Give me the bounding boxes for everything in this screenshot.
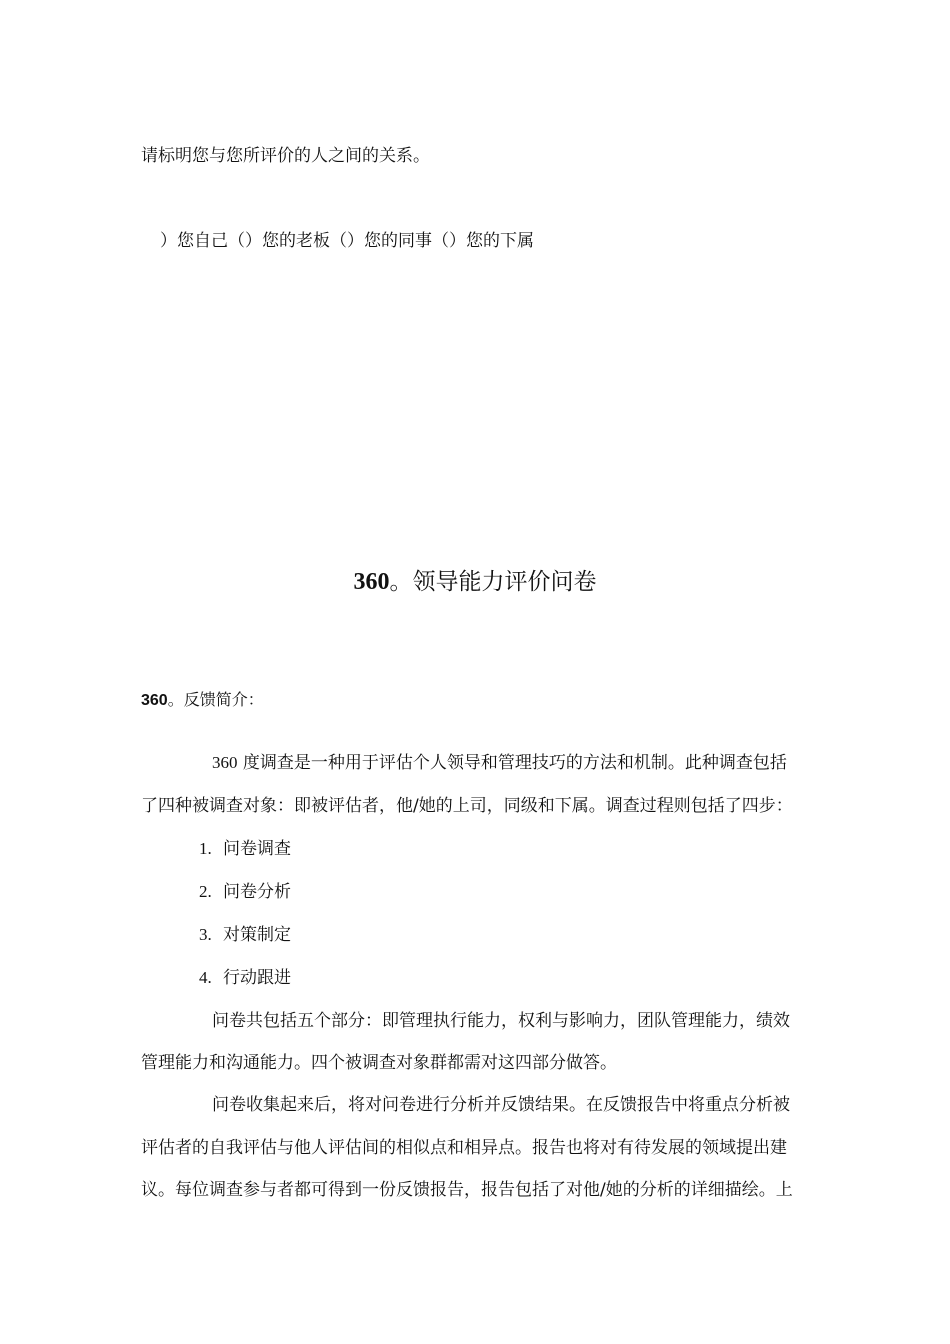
list-item-number: 4. <box>199 968 212 987</box>
paragraph-text: 度调查是一种用于评估个人领导和管理技巧的方法和机制。此种调查包括 <box>237 753 787 773</box>
section-heading-number: 360 <box>141 692 168 709</box>
paragraph-line: 管理能力和沟通能力。四个被调查对象群都需对这四部分做答。 <box>141 1053 617 1073</box>
list-item-number: 3. <box>199 925 212 944</box>
list-item <box>199 838 291 860</box>
section-heading-text: 。反馈简介： <box>167 690 264 709</box>
list-item-number: 2. <box>199 882 212 901</box>
paragraph-number: 360 <box>212 753 238 772</box>
page-title <box>0 567 950 597</box>
list-item-number: 1. <box>199 839 212 858</box>
list-item <box>199 881 291 903</box>
paragraph-line: 了四种被调查对象：即被评估者，他/她的上司，同级和下属。调查过程则包括了四步： <box>141 796 793 816</box>
paragraph-line: 问卷收集起来后，将对问卷进行分析并反馈结果。在反馈报告中将重点分析被 <box>212 1095 790 1115</box>
page-title-number: 360 <box>353 569 390 595</box>
relationship-question-text: 请标明您与您所评价的人之间的关系。 <box>141 146 430 166</box>
paragraph-line <box>212 752 787 774</box>
relationship-options <box>160 230 534 252</box>
list-item <box>199 967 291 989</box>
list-item-label: 对策制定 <box>223 925 291 945</box>
list-item-label: 行动跟进 <box>223 968 291 988</box>
relationship-question <box>141 145 430 167</box>
paragraph-line: 问卷共包括五个部分：即管理执行能力，权利与影响力，团队管理能力，绩效 <box>212 1011 790 1031</box>
page-title-text: 。领导能力评价问卷 <box>389 569 597 595</box>
paragraph-line: 议。每位调查参与者都可得到一份反馈报告，报告包括了对他/她的分析的详细描绘。上 <box>141 1180 793 1200</box>
section-heading <box>141 689 264 712</box>
list-item <box>199 924 291 946</box>
paragraph-line: 评估者的自我评估与他人评估间的相似点和相异点。报告也将对有待发展的领域提出建 <box>141 1138 787 1158</box>
list-item-label: 问卷分析 <box>223 882 291 902</box>
list-item-label: 问卷调查 <box>223 839 291 859</box>
relationship-options-text: ）您自己（）您的老板（）您的同事（）您的下属 <box>160 231 534 251</box>
